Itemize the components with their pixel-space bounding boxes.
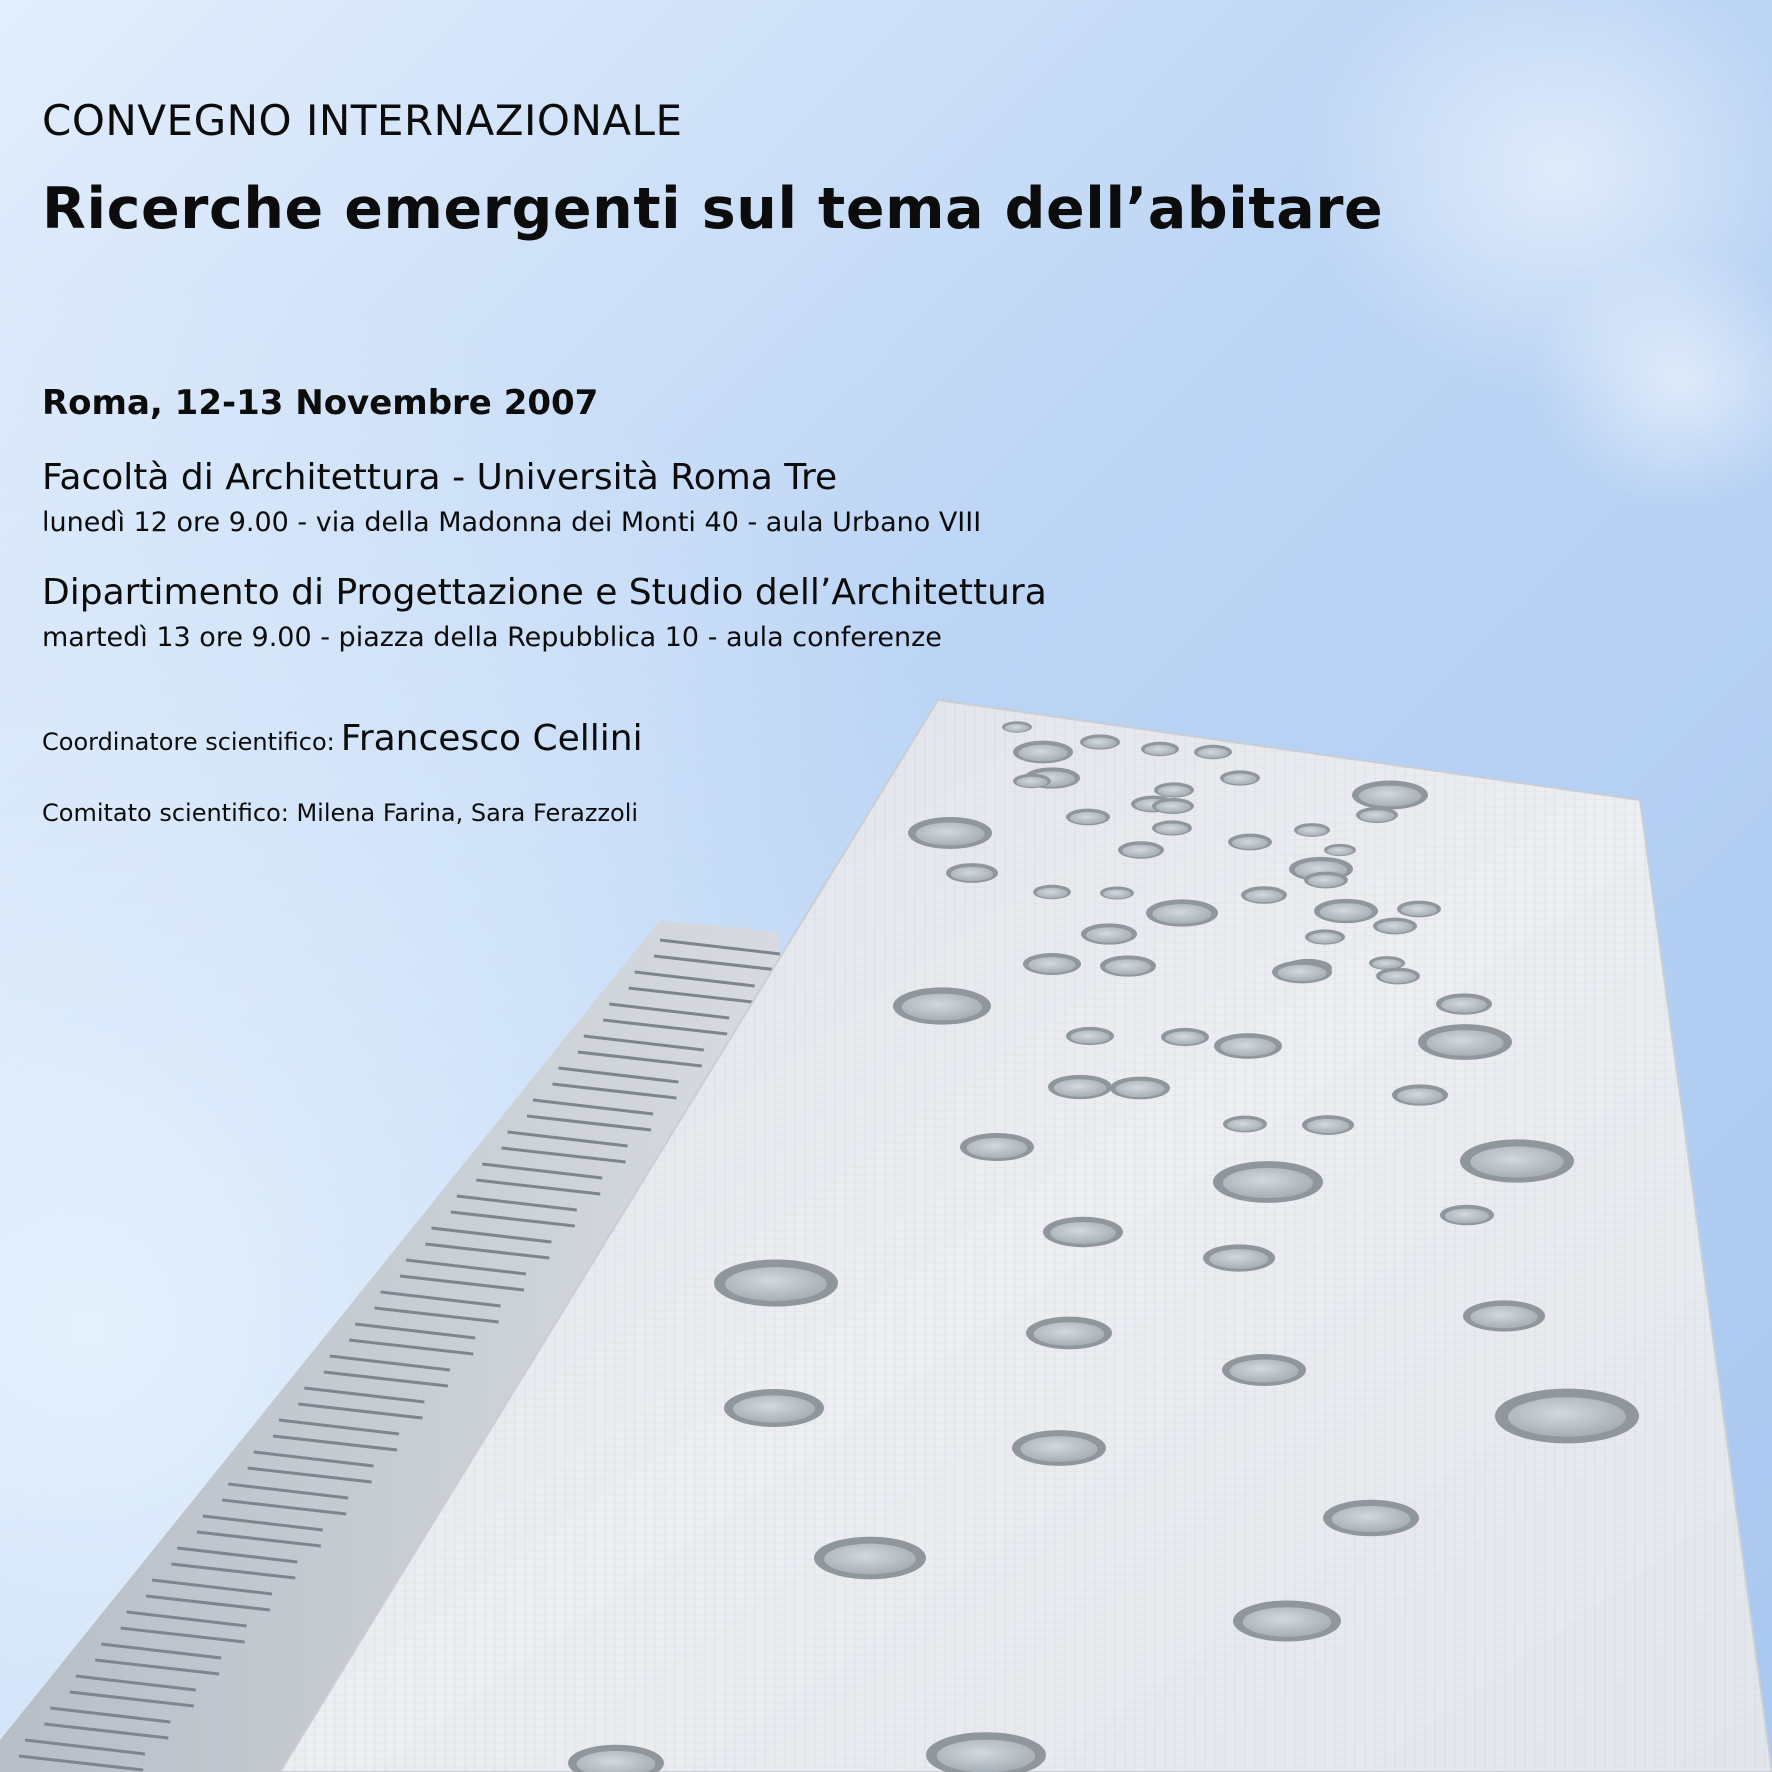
round-window-glass <box>1441 997 1487 1012</box>
round-window-glass <box>1277 965 1326 981</box>
round-window-glass <box>916 823 985 846</box>
round-window-glass <box>1005 724 1030 732</box>
committee-line: Comitato scientifico: Milena Farina, Sara Ferazzoli <box>42 799 639 827</box>
round-window-glass <box>1470 1146 1563 1177</box>
venue-1-name: Facoltà di Architettura - Università Roma Tre <box>42 457 838 498</box>
round-window-glass <box>1320 903 1372 921</box>
venue-2-detail: martedì 13 ore 9.00 - piazza della Repubblica 10 - aula conferenze <box>42 622 942 653</box>
round-window-glass <box>1397 1088 1443 1103</box>
round-window-glass <box>1372 959 1402 969</box>
round-window-glass <box>1156 824 1189 835</box>
event-date: Roma, 12-13 Novembre 2007 <box>42 383 599 423</box>
round-window-glass <box>1165 1031 1204 1044</box>
round-window-glass <box>1070 812 1106 824</box>
round-window-glass <box>1152 904 1211 924</box>
round-window-glass <box>1230 1360 1299 1383</box>
round-window-glass <box>1308 875 1344 887</box>
round-window-glass <box>1227 1119 1263 1131</box>
round-window-glass <box>1028 957 1076 973</box>
round-window-glass <box>1243 1607 1332 1637</box>
coordinator-label: Coordinatore scientifico: <box>42 728 335 756</box>
round-window-glass <box>1156 801 1190 812</box>
round-window-glass <box>1307 1119 1350 1133</box>
round-window-glass <box>1209 1249 1268 1269</box>
round-window-glass <box>1426 1030 1503 1056</box>
round-window-glass <box>1084 738 1117 749</box>
round-window-glass <box>1115 1081 1164 1097</box>
round-window-glass <box>1359 786 1421 807</box>
round-window-glass <box>1158 786 1191 797</box>
round-window-glass <box>1144 745 1175 755</box>
round-window-glass <box>1036 888 1067 898</box>
round-window-glass <box>1220 1038 1276 1057</box>
round-window-glass <box>1470 1306 1537 1328</box>
coordinator-line <box>42 718 643 759</box>
event-kicker: CONVEGNO INTERNAZIONALE <box>42 96 683 145</box>
round-window-glass <box>1018 745 1067 761</box>
round-window-glass <box>937 1740 1035 1772</box>
round-window-glass <box>1245 890 1283 903</box>
round-window-glass <box>733 1395 815 1422</box>
round-window-glass <box>967 1138 1028 1158</box>
round-window-glass <box>1224 774 1257 785</box>
round-window-glass <box>1050 1222 1116 1244</box>
round-window-glass <box>1020 1436 1097 1462</box>
round-window-glass <box>1054 1079 1106 1097</box>
round-window-glass <box>1508 1397 1626 1436</box>
round-window-glass <box>1327 847 1353 856</box>
round-window-glass <box>1034 1322 1105 1346</box>
round-window-glass <box>1103 889 1131 898</box>
round-window-glass <box>1232 837 1268 849</box>
round-window-glass <box>902 994 982 1021</box>
venue-1-detail: lunedì 12 ore 9.00 - via della Madonna dei Monti 40 - aula Urbano VIII <box>42 507 982 538</box>
round-window-glass <box>824 1544 916 1575</box>
round-window-glass <box>1380 971 1416 983</box>
round-window-glass <box>1086 927 1132 942</box>
round-window-glass <box>1445 1209 1489 1224</box>
round-window-glass <box>1309 933 1342 944</box>
round-window-glass <box>1070 1030 1109 1043</box>
coordinator-name: Francesco Cellini <box>340 718 643 759</box>
round-window-glass <box>951 867 994 881</box>
round-window-glass <box>1197 748 1228 758</box>
round-window-glass <box>1223 1168 1313 1198</box>
round-window-glass <box>1297 826 1327 836</box>
round-window-glass <box>1377 921 1413 933</box>
venue-2-name: Dipartimento di Progettazione e Studio dell’Architettura <box>42 572 1047 613</box>
event-title: Ricerche emergenti sul tema dell’abitare <box>42 176 1384 242</box>
round-window-glass <box>1105 959 1151 974</box>
round-window-glass <box>1401 904 1437 916</box>
round-window-glass <box>725 1267 827 1301</box>
round-window-glass <box>1332 1506 1411 1532</box>
round-window-glass <box>1122 845 1160 858</box>
round-window-glass <box>1016 777 1047 787</box>
round-window-glass <box>1360 810 1394 821</box>
